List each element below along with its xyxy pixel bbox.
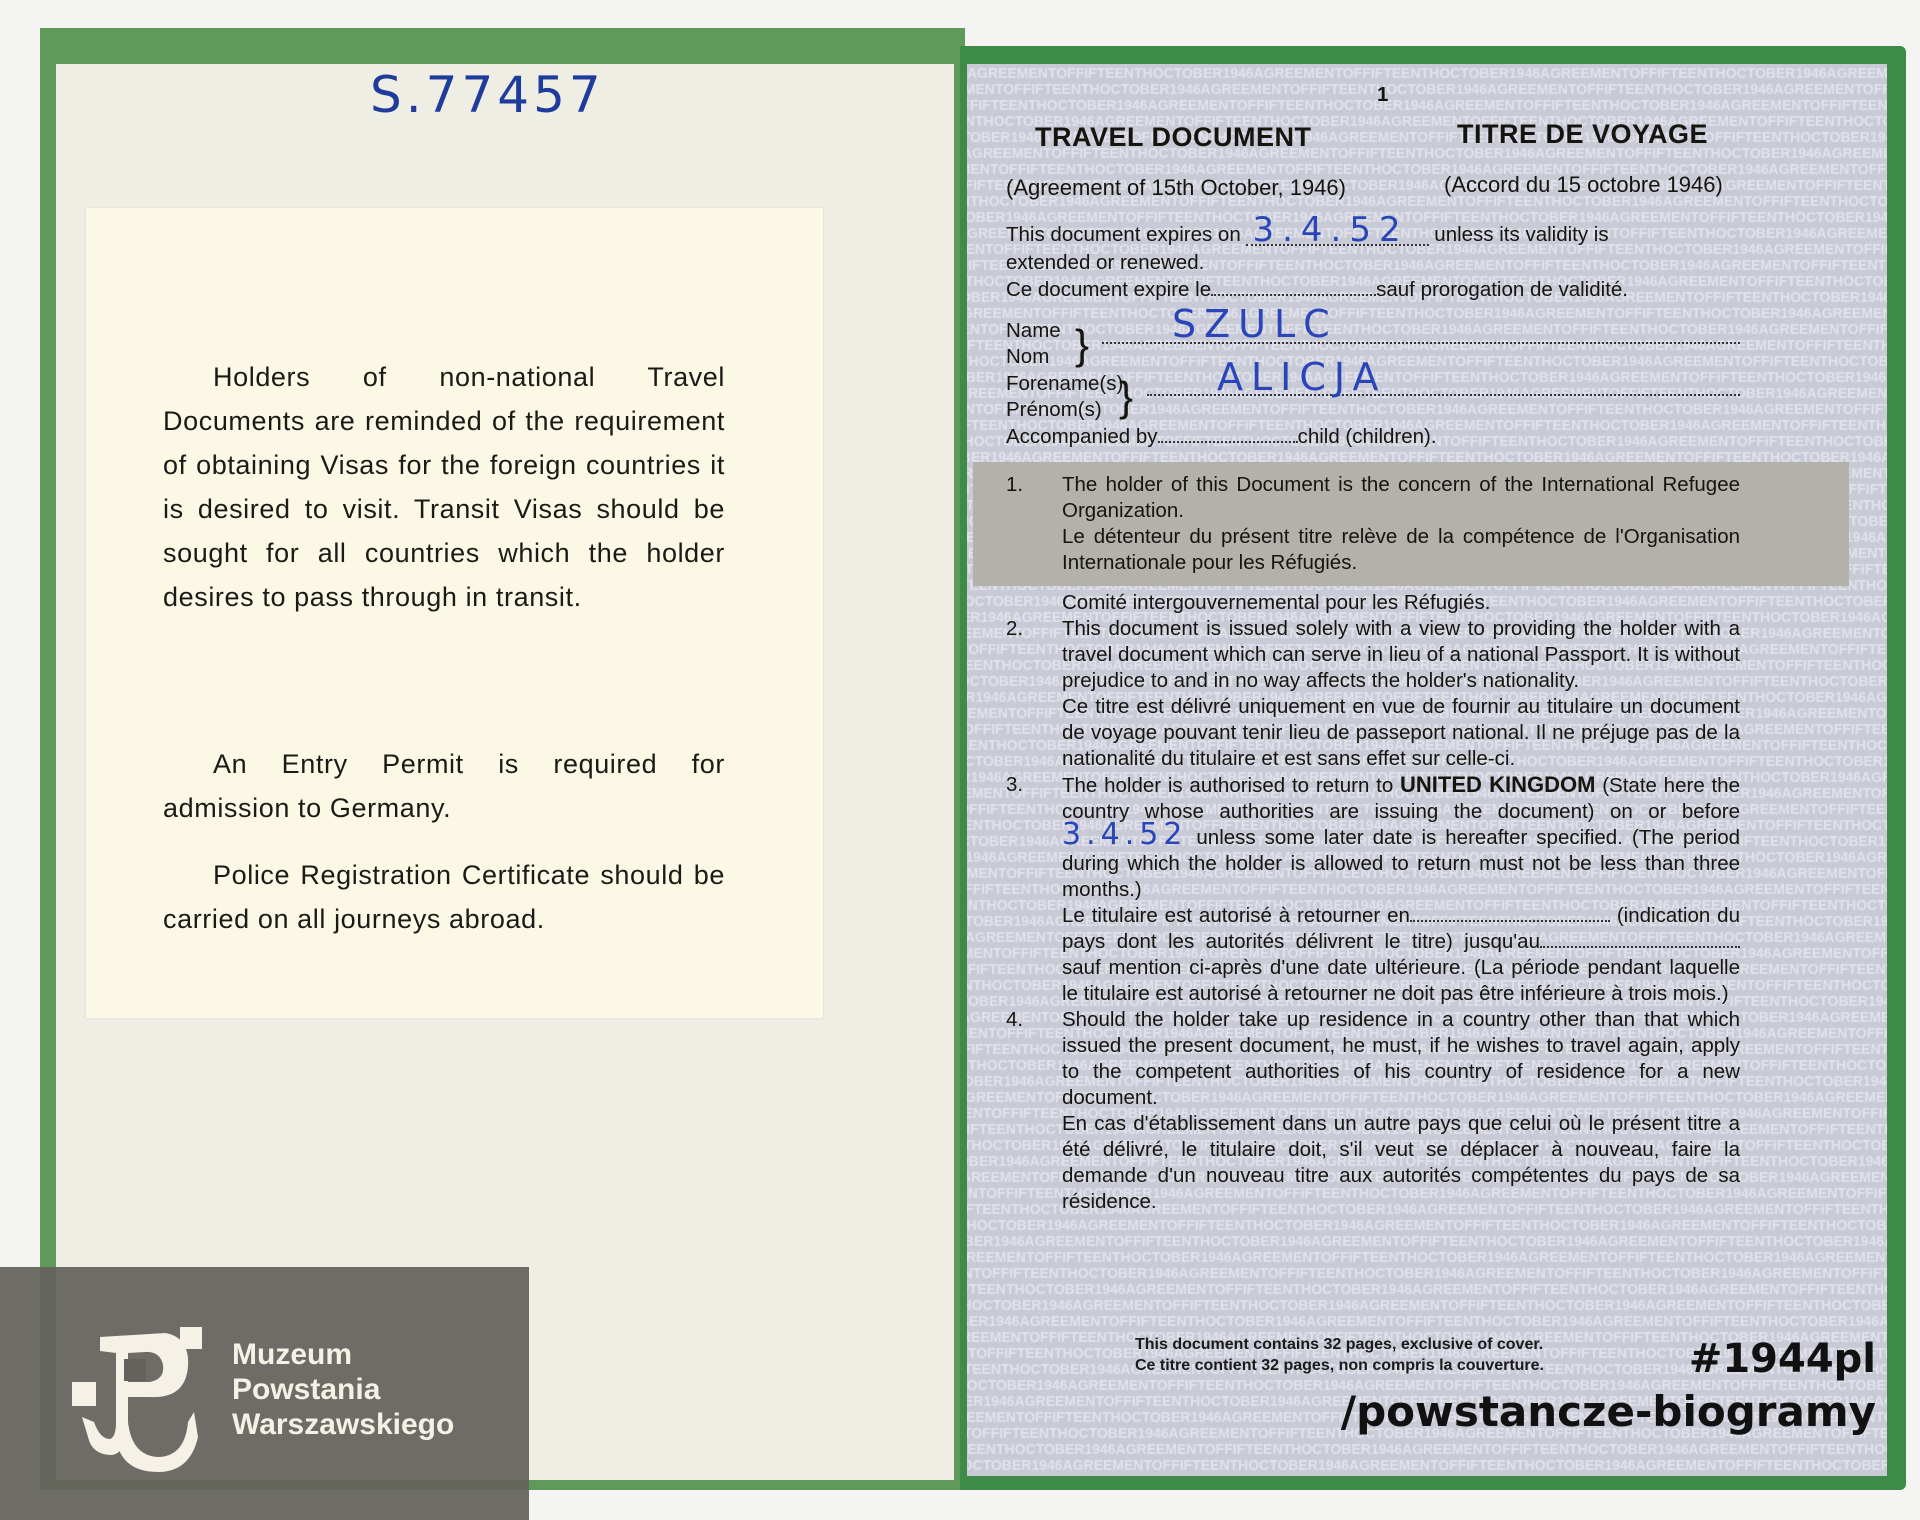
section-1-number: 1. [1006, 473, 1024, 496]
expiry-fr-suffix: sauf prorogation de validité. [1376, 278, 1628, 301]
section-1-committee-wrap [1006, 590, 1740, 616]
accompanied-suffix: child (children). [1297, 425, 1437, 448]
footnote-fr: Ce titre contient 32 pages, non compris la couverture. [1135, 1357, 1544, 1374]
section-3-fr-c: sauf mention ci-après d'une date ultérieure. (La période pendant laquelle le titulaire est autorisé à retourner ne doit pas être inférieure à trois mois.) [1062, 956, 1740, 1005]
name-label-en: Name [1006, 319, 1061, 342]
museum-name-line-2: Powstania [232, 1373, 381, 1406]
forename-label-en: Forename(s) [1006, 372, 1124, 395]
kotwica-anchor-icon [70, 1327, 205, 1472]
section-3-number: 3. [1006, 773, 1024, 796]
section-3-prefix: The holder is authorised to return to [1062, 774, 1394, 797]
museum-name [232, 1337, 454, 1442]
section-4-fr: En cas d'établissement dans un autre pays que celui où le présent titre a été délivré, le titulaire doit, s'il veut se déplacer à nouveau, faire la demande d'un nouveau titre aux autorités compétentes du pays de sa résidence. [1062, 1112, 1740, 1213]
section-3 [1006, 772, 1740, 1007]
forename-label-fr: Prénom(s) [1006, 398, 1102, 421]
section-4 [1006, 1007, 1740, 1215]
expiry-date: 3.4.52 [1246, 216, 1428, 246]
expiry-fr-label: Ce document expire le [1006, 278, 1212, 301]
forename-brace: } [1119, 373, 1134, 420]
section-2-en: This document is issued solely with a view to providing the holder with a travel document which can serve in lieu of a national Passport. It is without prejudice to and in no way affects the holder's nationality. [1062, 617, 1740, 692]
right-page [967, 64, 1887, 1476]
section-4-en: Should the holder take up residence in a country other than that which issued the present document, he must, if he wishes to travel again, apply to the competent authorities of his country of residence for a new document. [1062, 1008, 1740, 1109]
issuing-country: UNITED KINGDOM [1400, 772, 1596, 797]
notice-entry-permit: An Entry Permit is required for admission to Germany. [163, 749, 725, 823]
museum-logo-badge [0, 1267, 529, 1520]
notice-visas: Holders of non-national Travel Documents are reminded of the requirement of obtaining Visas for the foreign countries it is desired to visit. Transit Visas should be sought for all countries which the holder desires to pass through in transit. [163, 362, 725, 612]
expiry-line2: extended or renewed. [1006, 251, 1205, 274]
accompanied-label: Accompanied by [1006, 425, 1158, 448]
accompanied-line [1006, 424, 1437, 451]
name-value: SZULC [1172, 302, 1338, 346]
section-1-en: The holder of this Document is the concern of the International Refugee Organization. [1062, 473, 1740, 522]
title-fr: TITRE DE VOYAGE [1457, 119, 1709, 149]
section-3-en [1062, 772, 1740, 903]
biography-handle: /powstancze-biogramy [1340, 1387, 1876, 1436]
section-1-committee: Comité intergouvernemental pour les Réfugiés. [1062, 591, 1491, 614]
footnote-en: This document contains 32 pages, exclusive of cover. [1135, 1336, 1544, 1353]
name-label-fr: Nom [1006, 345, 1050, 368]
expiry-label: This document expires on [1006, 223, 1241, 246]
section-2-fr: Ce titre est délivré uniquement en vue de fournir au titulaire un document de voyage pouvant tenir lieu de passeport national. Il ne préjuge pas de la nationalité du titulaire et est sans effet sur celle-ci. [1062, 695, 1740, 770]
museum-name-line-3: Warszawskiego [232, 1408, 455, 1441]
forename-value: ALICJA [1217, 355, 1387, 399]
name-brace: } [1075, 321, 1090, 368]
section-3-fr-b: (indication du pays dont les autorités délivrent le titre) jusqu'au [1062, 904, 1740, 953]
agreement-en: (Agreement of 15th October, 1946) [1006, 175, 1346, 200]
hashtag: #1944pl [1688, 1336, 1876, 1382]
notice-police-registration: Police Registration Certificate should be carried on all journeys abroad. [163, 860, 725, 934]
section-2 [1006, 616, 1740, 772]
section-1-fr: Le détenteur du présent titre relève de la compétence de l'Organisation Internationale pour les Réfugiés. [1062, 525, 1740, 574]
title-en: TRAVEL DOCUMENT [1035, 122, 1312, 152]
section-3-fr [1062, 903, 1740, 1007]
museum-name-line-1: Muzeum [232, 1338, 352, 1371]
section-1 [1006, 472, 1740, 576]
return-date: 3.4.52 [1062, 817, 1188, 852]
expiry-suffix: unless its validity is [1434, 223, 1609, 246]
notice-sticker [86, 208, 823, 1018]
section-4-number: 4. [1006, 1008, 1024, 1031]
agreement-fr: (Accord du 15 octobre 1946) [1444, 172, 1723, 197]
expiry-line-fr [1006, 277, 1740, 304]
document-conditions [1006, 472, 1740, 1215]
section-3-fr-a: Le titulaire est autorisé à retourner en [1062, 904, 1410, 927]
section-3-mid: (State here the country whose authorities are issuing the document) on or before [1062, 774, 1740, 823]
section-2-number: 2. [1006, 617, 1024, 640]
expiry-line [1006, 210, 1740, 250]
section-3-rest: unless some later date is hereafter specified. (The period during which the holder is allowed to return must not be less than three months.) [1062, 826, 1740, 901]
serial-number: S.77457 [370, 66, 605, 124]
page-number: 1 [1377, 83, 1389, 106]
